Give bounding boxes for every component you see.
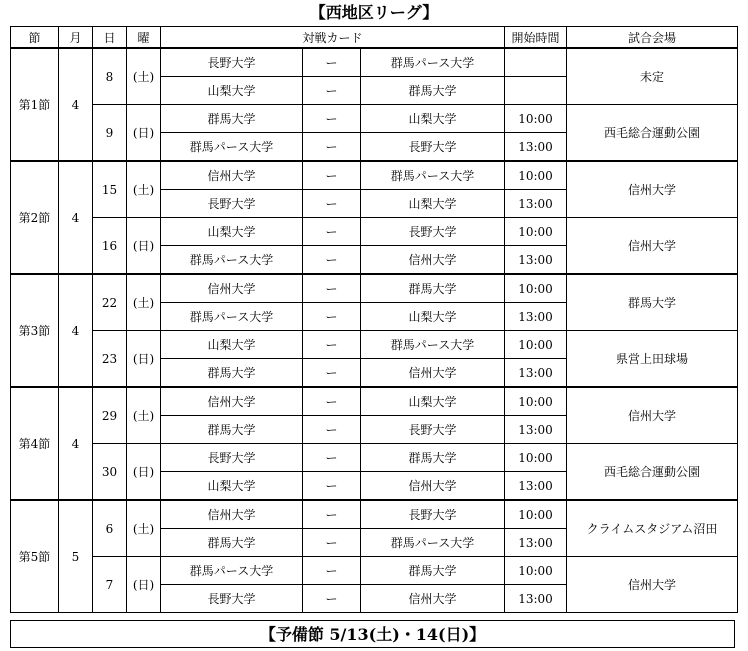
- start-time: 13:00: [505, 472, 567, 501]
- match-day: 30: [93, 444, 127, 501]
- venue: 信州大学: [567, 387, 738, 444]
- match-row: [11, 444, 738, 472]
- away-team: 群馬大学: [361, 557, 505, 585]
- match-weekday: (土): [127, 274, 161, 331]
- header-row: [11, 27, 738, 49]
- vs-dash: ー: [303, 557, 361, 585]
- start-time: 13:00: [505, 190, 567, 218]
- vs-dash: ー: [303, 416, 361, 444]
- away-team: 山梨大学: [361, 387, 505, 416]
- match-row: [11, 161, 738, 190]
- home-team: 信州大学: [161, 274, 303, 303]
- away-team: 群馬大学: [361, 77, 505, 105]
- away-team: 群馬パース大学: [361, 161, 505, 190]
- round-label: 第3節: [11, 274, 59, 387]
- vs-dash: ー: [303, 218, 361, 246]
- start-time: 10:00: [505, 387, 567, 416]
- match-day: 9: [93, 105, 127, 162]
- vs-dash: ー: [303, 303, 361, 331]
- vs-dash: ー: [303, 161, 361, 190]
- start-time: 10:00: [505, 557, 567, 585]
- start-time: 10:00: [505, 218, 567, 246]
- start-time: 13:00: [505, 303, 567, 331]
- home-team: 群馬パース大学: [161, 303, 303, 331]
- schedule-table: [10, 26, 738, 613]
- match-day: 22: [93, 274, 127, 331]
- away-team: 群馬大学: [361, 274, 505, 303]
- away-team: 信州大学: [361, 585, 505, 613]
- match-day: 7: [93, 557, 127, 613]
- away-team: 群馬パース大学: [361, 48, 505, 77]
- round-month: 4: [59, 274, 93, 387]
- start-time: 10:00: [505, 331, 567, 359]
- round-label: 第5節: [11, 500, 59, 613]
- start-time: 13:00: [505, 246, 567, 275]
- match-weekday: (日): [127, 105, 161, 162]
- match-row: [11, 500, 738, 529]
- venue: 群馬大学: [567, 274, 738, 331]
- vs-dash: ー: [303, 444, 361, 472]
- home-team: 群馬大学: [161, 359, 303, 388]
- away-team: 山梨大学: [361, 105, 505, 133]
- home-team: 群馬大学: [161, 416, 303, 444]
- start-time: 10:00: [505, 500, 567, 529]
- schedule-body: [11, 48, 738, 613]
- venue: 信州大学: [567, 161, 738, 218]
- vs-dash: ー: [303, 274, 361, 303]
- round-label: 第2節: [11, 161, 59, 274]
- home-team: 長野大学: [161, 585, 303, 613]
- home-team: 信州大学: [161, 500, 303, 529]
- away-team: 長野大学: [361, 416, 505, 444]
- home-team: 長野大学: [161, 48, 303, 77]
- away-team: 信州大学: [361, 472, 505, 501]
- header-weekday: 曜: [127, 27, 161, 49]
- match-weekday: (日): [127, 444, 161, 501]
- vs-dash: ー: [303, 529, 361, 557]
- match-weekday: (土): [127, 48, 161, 105]
- start-time: 10:00: [505, 274, 567, 303]
- venue: 県営上田球場: [567, 331, 738, 388]
- start-time: [505, 48, 567, 77]
- vs-dash: ー: [303, 359, 361, 388]
- match-row: [11, 218, 738, 246]
- home-team: 群馬大学: [161, 105, 303, 133]
- vs-dash: ー: [303, 133, 361, 162]
- home-team: 山梨大学: [161, 331, 303, 359]
- away-team: 長野大学: [361, 500, 505, 529]
- home-team: 山梨大学: [161, 218, 303, 246]
- header-venue: 試合会場: [567, 27, 738, 49]
- home-team: 長野大学: [161, 444, 303, 472]
- match-weekday: (日): [127, 557, 161, 613]
- home-team: 山梨大学: [161, 472, 303, 501]
- away-team: 信州大学: [361, 246, 505, 275]
- vs-dash: ー: [303, 105, 361, 133]
- round-month: 4: [59, 387, 93, 500]
- reserve-round-note: 【予備節 5/13(土)・14(日)】: [10, 620, 735, 648]
- match-day: 8: [93, 48, 127, 105]
- home-team: 群馬パース大学: [161, 557, 303, 585]
- match-row: [11, 105, 738, 133]
- match-row: [11, 48, 738, 77]
- match-row: [11, 557, 738, 585]
- start-time: 13:00: [505, 585, 567, 613]
- venue: 未定: [567, 48, 738, 105]
- away-team: 長野大学: [361, 133, 505, 162]
- start-time: 13:00: [505, 133, 567, 162]
- match-weekday: (土): [127, 387, 161, 444]
- start-time: 10:00: [505, 161, 567, 190]
- home-team: 信州大学: [161, 387, 303, 416]
- start-time: 13:00: [505, 529, 567, 557]
- vs-dash: ー: [303, 387, 361, 416]
- home-team: 群馬大学: [161, 529, 303, 557]
- header-day: 日: [93, 27, 127, 49]
- away-team: 群馬パース大学: [361, 331, 505, 359]
- match-day: 29: [93, 387, 127, 444]
- match-day: 6: [93, 500, 127, 557]
- round-month: 5: [59, 500, 93, 613]
- match-weekday: (土): [127, 500, 161, 557]
- match-weekday: (土): [127, 161, 161, 218]
- venue: 西毛総合運動公園: [567, 444, 738, 501]
- start-time: 10:00: [505, 105, 567, 133]
- start-time: 10:00: [505, 444, 567, 472]
- round-month: 4: [59, 48, 93, 161]
- start-time: [505, 77, 567, 105]
- vs-dash: ー: [303, 585, 361, 613]
- match-weekday: (日): [127, 331, 161, 388]
- home-team: 群馬パース大学: [161, 133, 303, 162]
- vs-dash: ー: [303, 331, 361, 359]
- header-card: 対戦カード: [161, 27, 505, 49]
- start-time: 13:00: [505, 359, 567, 388]
- vs-dash: ー: [303, 190, 361, 218]
- header-setsu: 節: [11, 27, 59, 49]
- home-team: 群馬パース大学: [161, 246, 303, 275]
- header-start: 開始時間: [505, 27, 567, 49]
- venue: 信州大学: [567, 218, 738, 275]
- page-title: 【西地区リーグ】: [309, 3, 439, 22]
- away-team: 信州大学: [361, 359, 505, 388]
- vs-dash: ー: [303, 48, 361, 77]
- start-time: 13:00: [505, 416, 567, 444]
- away-team: 長野大学: [361, 218, 505, 246]
- match-row: [11, 331, 738, 359]
- match-weekday: (日): [127, 218, 161, 275]
- venue: クライムスタジアム沼田: [567, 500, 738, 557]
- away-team: 山梨大学: [361, 303, 505, 331]
- round-label: 第1節: [11, 48, 59, 161]
- match-day: 16: [93, 218, 127, 275]
- venue: 信州大学: [567, 557, 738, 613]
- away-team: 山梨大学: [361, 190, 505, 218]
- home-team: 信州大学: [161, 161, 303, 190]
- match-row: [11, 274, 738, 303]
- home-team: 長野大学: [161, 190, 303, 218]
- away-team: 群馬大学: [361, 444, 505, 472]
- venue: 西毛総合運動公園: [567, 105, 738, 162]
- home-team: 山梨大学: [161, 77, 303, 105]
- match-day: 23: [93, 331, 127, 388]
- match-row: [11, 387, 738, 416]
- vs-dash: ー: [303, 472, 361, 501]
- round-label: 第4節: [11, 387, 59, 500]
- round-month: 4: [59, 161, 93, 274]
- away-team: 群馬パース大学: [361, 529, 505, 557]
- vs-dash: ー: [303, 246, 361, 275]
- vs-dash: ー: [303, 500, 361, 529]
- header-month: 月: [59, 27, 93, 49]
- vs-dash: ー: [303, 77, 361, 105]
- match-day: 15: [93, 161, 127, 218]
